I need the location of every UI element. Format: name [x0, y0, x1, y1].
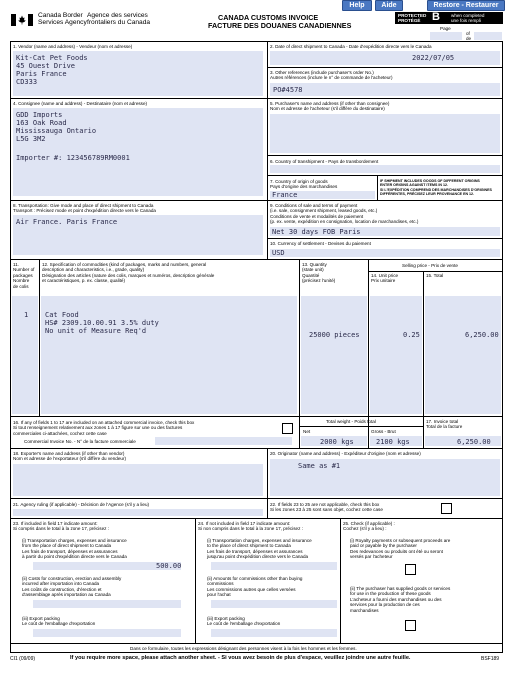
unit-price-label: 14. Unit price Prix unitaire	[371, 273, 399, 284]
form-title-en: CANADA CUSTOMS INVOICE	[218, 13, 319, 22]
line-total-value: 6,250.00	[465, 331, 499, 339]
quantity-value: 25000 pieces	[309, 331, 360, 339]
included-transport-label: (i) Transportation charges, expenses and insurance from the place of direct shipment to Canada Les frais de transport, dépenses et assurances à partir du point d'expédition directe vers le Canada	[22, 538, 127, 560]
unit-price-field[interactable]	[370, 296, 422, 414]
net-weight-value: 2000 kgs	[320, 438, 354, 446]
agency-ruling-field[interactable]	[13, 509, 263, 516]
not-included-label: 24. If not included in field 17 indicate amount: Si non compris dans le total à la zone 17, précisez :	[198, 521, 303, 532]
quantity-label: 13. Quantity (state unit) Quantité (précisez l'unité)	[302, 262, 336, 284]
not-included-packing-field[interactable]	[211, 629, 337, 637]
net-weight-label: Net	[303, 429, 311, 434]
included-packing-label: (iii) Export packing Le coût de l'emballage d'exportation	[22, 616, 96, 627]
page-label: Page	[440, 26, 451, 31]
vendor-value: Kit-Cat Pet Foods 45 Ouest Drive Paris France CD333	[16, 54, 88, 86]
page-total-field[interactable]	[474, 32, 502, 40]
commodities-value: Cat Food HS# 2309.10.00.91 3.5% duty No unit of Measure Req'd	[45, 311, 159, 335]
check-applicable-label: 25. Check (if applicable) : Cochez (s'il y a lieu) :	[343, 521, 395, 532]
purchaser-field[interactable]	[270, 114, 500, 153]
commissions-label: (ii) Amounts for commissions other than buying commissions Les commissions autres que celles versées pour l'achat	[207, 576, 303, 598]
vendor-label: 1. Vendor (name and address) - Vendeur (nom et adresse)	[13, 44, 133, 49]
canada-flag-icon	[11, 13, 33, 25]
aide-button[interactable]: Aide	[375, 0, 403, 11]
other-references-label: 3. Other references (include purchaser's order No.) Autres références (inclure le n° de commande de l'acheteur)	[270, 70, 393, 81]
not-included-packing-label: (iii) Export packing Le coût de l'emballage d'exportation	[207, 616, 281, 627]
originator-label: 20. Originator (name and address) - Expéditeur d'origine (nom et adresse)	[270, 451, 421, 456]
restore-button[interactable]: Restore - Restaurer	[427, 0, 505, 11]
protected-label: PROTECTED PROTÉGÉ	[398, 13, 427, 23]
importer-number: Importer #: 123456789RM0001	[16, 154, 130, 162]
invoice-number-label: Commercial Invoice No. - N° de la facture commerciale	[24, 439, 136, 444]
royalty-label: (i) Royalty payments or subsequent proceeds are paid or payable by the purchaser Des redevances ou produits ont été ou seront versés par l'acheteur	[350, 538, 451, 560]
invoice-total-label: 17. Invoice total Total de la facture	[426, 419, 463, 430]
shipment-date-value: 2022/07/05	[412, 54, 455, 62]
not-applicable-checkbox[interactable]	[441, 503, 452, 514]
agency-name-fr: Agence des services frontaliers du Canada	[87, 12, 151, 27]
quantity-field[interactable]	[301, 296, 367, 414]
currency-value: USD	[272, 249, 285, 257]
purchaser-supplied-label: (ii) The purchaser has supplied goods or services for use in the production of these goods L'acheteur a fourni des marchandises ou des services pour la production de ces marchandises	[350, 586, 451, 613]
originator-value: Same as #1	[298, 462, 341, 470]
origin-note: IF SHIPMENT INCLUDES GOODS OF DIFFERENT ORIGINS ENTER ORIGINS AGAINST ITEMS IN 12. SI L'EXPÉDITION COMPREND DES MARCHANDISES D'ORIGINES DIFFÉRENTES, PRÉCISEZ LEUR PROVENANCE EN 12.	[380, 179, 492, 196]
included-label: 23. If included in field 17 indicate amount: Si compris dans le total à la zone 17, précisez :	[13, 521, 110, 532]
transhipment-field[interactable]	[270, 165, 500, 173]
gross-weight-label: Gross - Brut	[371, 429, 396, 434]
invoice-total-value: 6,250.00	[457, 438, 491, 446]
exporter-label: 18. Exporter's name and address (if other than vendor) Nom et adresse de l'exportateur (s'il diffère du vendeur)	[13, 451, 126, 462]
terms-label: 9. Conditions of sale and terms of payment (i.e. sale, consignment shipment, leased goods, etc.) Conditions de vente et modalités de paiement (p. ex. vente, expédition en consignation, location de marchandises, etc.)	[270, 203, 419, 225]
currency-label: 10. Currency of settlement - Devises du paiement	[270, 241, 371, 246]
total-field[interactable]	[425, 296, 501, 414]
commodities-label: 12. Specification of commodities (kind of packages, marks and numbers, general description and characteristics, i.e., grade, quality) Désignation des articles (nature des colis, marques et numéros, description générale et caractéristiques, p. ex. classe, qualité)	[42, 262, 215, 284]
form-title-fr: FACTURE DES DOUANES CANADIENNES	[208, 21, 352, 30]
invoice-number-field[interactable]	[155, 437, 292, 445]
unit-price-value: 0.25	[403, 331, 420, 339]
more-space-note: If you require more space, please attach another sheet. - Si vous avez besoin de plus d'espace, veuillez joindre une autre feuille.	[70, 655, 411, 661]
transportation-value: Air France. Paris France	[16, 218, 118, 226]
packages-value: 1	[24, 311, 29, 319]
currency-field[interactable]	[270, 249, 500, 257]
commissions-field[interactable]	[211, 600, 337, 608]
included-construction-label: (ii) Costs for construction, erection and assembly incurred after importation into Canada Les coûts de construction, d'érection et d'assemblage après importation au Canada	[22, 576, 122, 598]
protected-level: B	[432, 11, 440, 23]
form-code: CI1 (09/09)	[10, 656, 36, 662]
help-button[interactable]: Help	[342, 0, 372, 11]
not-included-transport-field[interactable]	[211, 562, 337, 570]
page-of-label: of de	[466, 31, 472, 42]
total-label: 15. Total	[426, 273, 444, 278]
included-construction-field[interactable]	[33, 600, 181, 608]
page-number-field[interactable]	[430, 32, 462, 40]
attached-invoice-label: 16. If any of fields 1 to 17 are included on an attached commercial invoice, check this box Si tout renseignement relativement aux zones 1 à 17 figure sur une ou des factures commerciales ci-attachées, cochez cette case	[13, 420, 195, 436]
bsf-code: BSF189	[481, 656, 500, 662]
protected-badge	[395, 12, 503, 24]
agency-name-en: Canada Border Services Agency	[38, 12, 87, 27]
origin-label: 7. Country of origin of goods Pays d'origine des marchandises	[270, 179, 338, 190]
purchaser-supplied-checkbox[interactable]	[405, 620, 416, 631]
consignee-value: GDD Imports 163 Oak Road Mississauga Ontario L5G 3M2	[16, 111, 97, 143]
total-weight-label: Total weight - Poids total	[326, 419, 376, 424]
selling-price-label: Selling price - Prix de vente	[402, 263, 458, 268]
shipment-date-field[interactable]	[270, 51, 500, 65]
not-included-transport-label: (i) Transportation charges, expenses and insurance to the place of direct shipment to Canada Les frais de transport, dépenses et assurances jusqu'au point d'expédition directe vers le Canada	[207, 538, 312, 560]
terms-value: Net 30 days FOB Paris	[272, 228, 361, 236]
purchaser-label: 5. Purchaser's name and address (if other than consignee) Nom et adresse de l'acheteur (s'il diffère du destinataire)	[270, 101, 390, 112]
attached-invoice-checkbox[interactable]	[282, 423, 293, 434]
agency-ruling-label: 21. Agency ruling (if applicable) - Décision de l'Agence (s'il y a lieu)	[13, 502, 150, 507]
other-references-value: PO#4578	[273, 86, 303, 94]
transhipment-label: 6. Country of transhipment - Pays de transbordement	[270, 159, 379, 164]
royalty-checkbox[interactable]	[405, 564, 416, 575]
included-packing-field[interactable]	[33, 629, 181, 637]
included-transport-value: 500.00	[156, 562, 182, 570]
other-references-field[interactable]	[270, 83, 500, 96]
origin-value: France	[272, 191, 298, 199]
consignee-label: 4. Consignee (name and address) - Destinataire (nom et adresse)	[13, 101, 148, 106]
not-applicable-label: 22. If fields 23 to 25 are not applicable, check this box Si les zones 23 à 25 sont sans objet, cochez cette case	[270, 502, 383, 513]
shipment-date-label: 2. Date of direct shipment to Canada - Date d'expédition directe vers le Canada	[270, 44, 432, 49]
packages-label: 11. Number of packages Nombre de colis	[13, 262, 35, 289]
protected-note: when completed une fois rempli	[451, 13, 485, 23]
transportation-label: 8. Transportation: Give mode and place of direct shipment to Canada Transport : Précisez mode et point d'expédition directe vers le Canada	[13, 203, 156, 214]
gross-weight-value: 2100 kgs	[376, 438, 410, 446]
gender-note: Dans ce formulaire, toutes les expressions désignant des personnes visent à la fois les hommes et les femmes.	[130, 646, 357, 651]
exporter-field[interactable]	[13, 464, 263, 496]
